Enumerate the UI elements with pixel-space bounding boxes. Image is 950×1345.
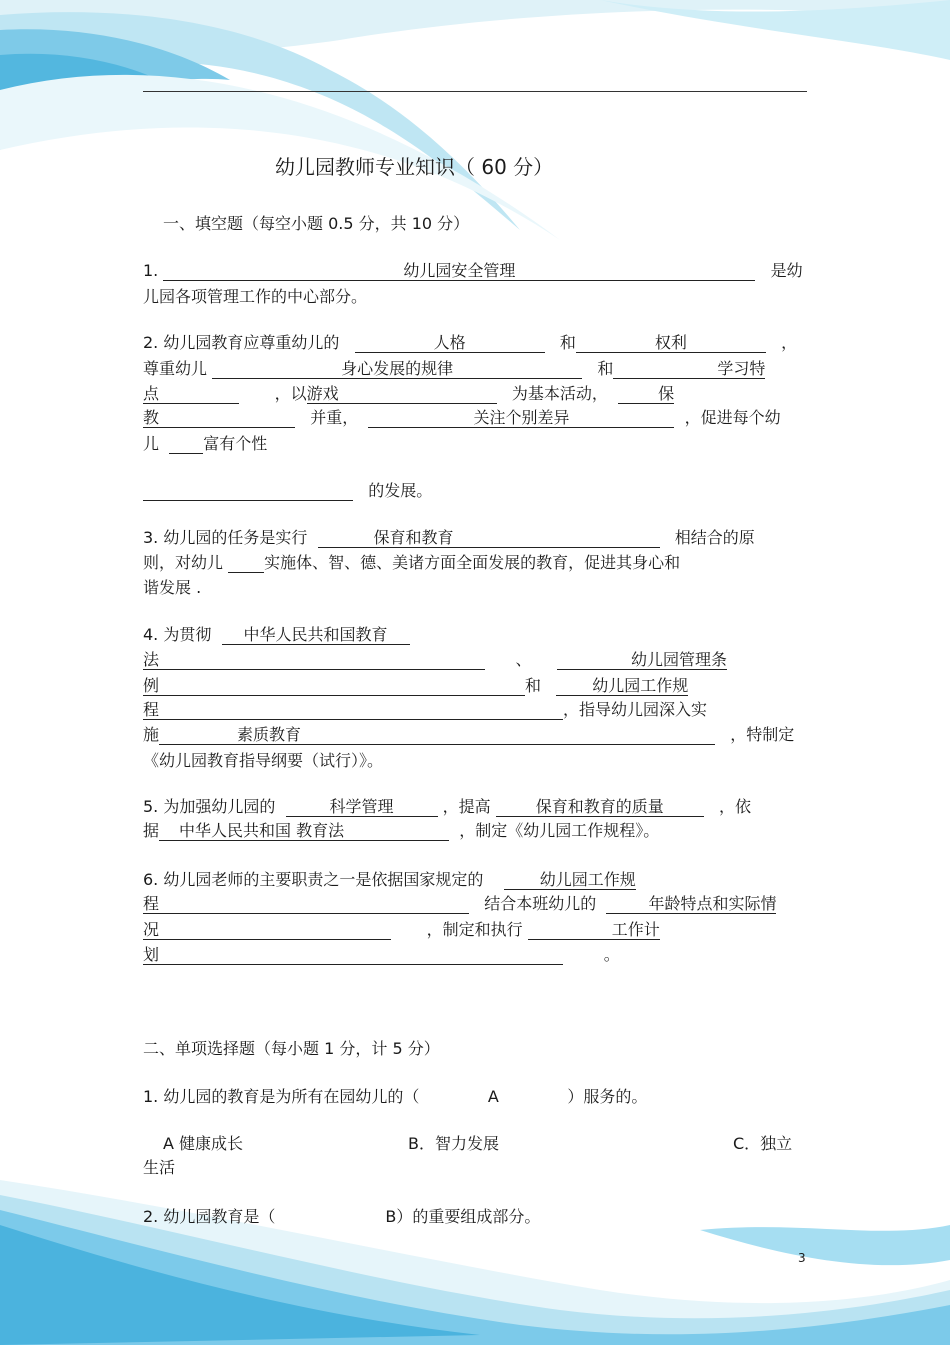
q6-text4: 。 xyxy=(603,945,620,964)
q2-answer-6b: 教 xyxy=(143,408,295,428)
q4-answer-1b: 法 xyxy=(143,650,485,670)
q3-blank xyxy=(228,572,264,573)
q4-answer-4-wrap xyxy=(159,725,715,745)
q1-number: 1. xyxy=(143,261,159,280)
q2-line2 xyxy=(143,359,765,379)
section2-heading: 二、单项选择题（每小题 1 分，计 5 分） xyxy=(143,1039,440,1058)
q4-answer-1a: 中华人民共和国教育 xyxy=(222,625,410,645)
q6-line1 xyxy=(143,870,636,890)
q2-line5 xyxy=(143,434,267,454)
q2-text3: ， xyxy=(781,333,798,352)
q2-answer-8-underline xyxy=(169,453,203,454)
q6-line4 xyxy=(143,945,620,965)
page-title: 幼儿园教师专业知识（ 60 分） xyxy=(275,155,554,179)
q4-text3: 和 xyxy=(525,676,542,695)
q5-answer-1: 科学管理 xyxy=(286,797,438,817)
q2-answer-7: 关注个别差异 xyxy=(368,408,674,428)
q4-line2 xyxy=(143,650,727,670)
q4-text2: 、 xyxy=(515,650,532,669)
q1-line1 xyxy=(143,261,803,281)
q2-text2: 和 xyxy=(559,333,576,352)
q4-line1 xyxy=(143,625,410,645)
s2-q1-option-c-cont: 生活 xyxy=(143,1158,176,1177)
q4-text4: ，指导幼儿园深入实 xyxy=(563,700,708,719)
q6-text1: 6. 幼儿园老师的主要职责之一是依据国家规定的 xyxy=(143,870,484,889)
q3-text1: 3. 幼儿园的任务是实行 xyxy=(143,528,308,547)
q1-text: 是幼 xyxy=(770,261,803,280)
s2-q2-line1 xyxy=(143,1207,540,1227)
q3-text3: 则，对幼儿 xyxy=(143,553,224,572)
q4-answer-2b: 例 xyxy=(143,676,525,696)
q4-answer-2a: 幼儿园管理条 xyxy=(557,650,727,670)
q5-line2 xyxy=(143,821,659,841)
q2-line4 xyxy=(143,408,781,428)
q5-text4: 据 xyxy=(143,821,160,840)
q4-line5 xyxy=(143,725,794,745)
q2-text7: 为基本活动， xyxy=(511,384,608,403)
q2-text8: 并重， xyxy=(310,408,359,427)
q3-line3: 谐发展 . xyxy=(143,578,202,597)
s2-q1-option-c: C．独立 xyxy=(733,1134,793,1153)
q5-text1: 5. 为加强幼儿园的 xyxy=(143,797,276,816)
q4-text5: 施 xyxy=(143,725,160,744)
q4-answer-3b: 程 xyxy=(143,700,563,720)
q2-text10: 儿 xyxy=(143,434,160,453)
s2-q1-text2: ）服务的。 xyxy=(567,1087,648,1106)
s2-q1-option-b: B．智力发展 xyxy=(408,1134,499,1153)
q6-line2 xyxy=(143,894,776,914)
q5-answer-3-wrap xyxy=(159,821,449,841)
q6-text2: 结合本班幼儿的 xyxy=(484,894,597,913)
q3-line2 xyxy=(143,553,680,573)
q4-line4 xyxy=(143,700,707,720)
q3-line1 xyxy=(143,528,755,548)
q5-answer-3: 中华人民共和国 教育法 xyxy=(179,821,345,840)
q2-line6 xyxy=(143,481,432,501)
q4-line6: 《幼儿园教育指导纲要（试行）》。 xyxy=(143,751,384,770)
s2-q2-answer: B xyxy=(385,1207,397,1226)
q6-answer-1b: 程 xyxy=(143,894,469,914)
header-rule xyxy=(143,91,807,92)
q2-line1 xyxy=(143,333,797,353)
q2-answer-6a: 保 xyxy=(618,384,674,404)
q3-answer-wrap xyxy=(318,528,660,548)
q2-text9: ，促进每个幼 xyxy=(684,408,781,427)
q6-answer-3b: 划 xyxy=(143,945,563,965)
q2-answer-3: 身心发展的规律 xyxy=(212,359,582,379)
q5-text5: ，制定《幼儿园工作规程》。 xyxy=(459,821,660,840)
q2-line3 xyxy=(143,384,674,404)
q2-answer-2: 权利 xyxy=(576,333,766,353)
q2-text5: 和 xyxy=(597,359,614,378)
q2-answer-8: 富有个性 xyxy=(203,434,268,453)
q6-answer-1a: 幼儿园工作规 xyxy=(504,870,636,890)
q5-text2: ，提高 xyxy=(442,797,491,816)
q4-answer-3a: 幼儿园工作规 xyxy=(556,676,688,696)
section1-heading: 一、填空题（每空小题 0.5 分，共 10 分） xyxy=(163,214,470,233)
q3-text4: 实施体、智、德、美诸方面全面发展的教育，促进其身心和 xyxy=(264,553,681,572)
s2-q2-text2: ）的重要组成部分。 xyxy=(396,1207,541,1226)
q6-answer-3a: 工作计 xyxy=(528,920,660,940)
s2-q1-option-a: A 健康成长 xyxy=(163,1134,244,1153)
q4-answer-4: 素质教育 xyxy=(237,725,302,744)
q2-text4: 尊重幼儿 xyxy=(143,359,208,378)
q5-line1 xyxy=(143,797,751,817)
q2-text6: ，以 xyxy=(274,384,307,403)
q6-answer-2b: 况 xyxy=(143,920,391,940)
q4-line3 xyxy=(143,676,688,696)
q6-line3 xyxy=(143,920,660,940)
q2-text1: 2. 幼儿园教育应尊重幼儿的 xyxy=(143,333,340,352)
s2-q1-line1 xyxy=(143,1087,647,1107)
q3-text2: 相结合的原 xyxy=(674,528,755,547)
s2-q1-answer: A xyxy=(487,1087,499,1106)
q2-answer-1: 人格 xyxy=(355,333,545,353)
q1-answer: 幼儿园安全管理 xyxy=(163,261,755,281)
q2-blank-end xyxy=(143,500,353,501)
q2-text11: 的发展。 xyxy=(368,481,433,500)
q2-answer-4b: 点 xyxy=(143,384,239,404)
q4-text1: 4. 为贯彻 xyxy=(143,625,212,644)
q6-text3: ，制定和执行 xyxy=(426,920,523,939)
q3-answer: 保育和教育 xyxy=(373,528,454,547)
q2-answer-5: 游戏 xyxy=(307,384,497,404)
q4-text6: ，特制定 xyxy=(730,725,795,744)
q1-line2: 儿园各项管理工作的中心部分。 xyxy=(143,287,368,306)
q2-answer-4a: 学习特 xyxy=(613,359,765,379)
q5-answer-2: 保育和教育的质量 xyxy=(496,797,704,817)
q5-text3: ，依 xyxy=(719,797,752,816)
s2-q2-text1: 2. 幼儿园教育是（ xyxy=(143,1207,276,1226)
q6-answer-2a: 年龄特点和实际情 xyxy=(606,894,776,914)
s2-q1-text1: 1. 幼儿园的教育是为所有在园幼儿的（ xyxy=(143,1087,420,1106)
page-number: 3 xyxy=(798,1251,806,1265)
